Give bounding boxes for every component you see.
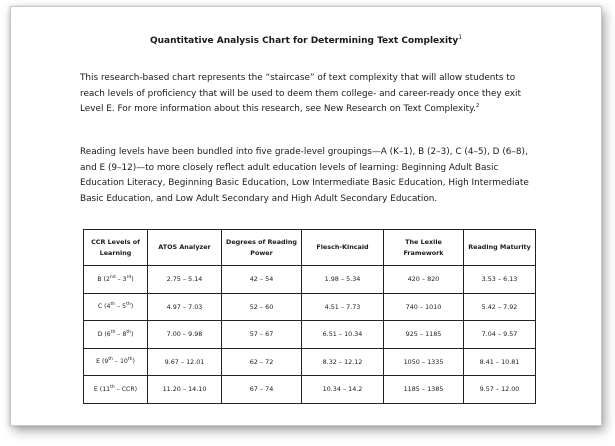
text-complexity-table	[83, 229, 536, 404]
lexile-cell: 925 – 1185	[384, 321, 464, 349]
lexile-cell: 740 – 1010	[384, 293, 464, 321]
flesch-kincaid-cell: 4.51 – 7.73	[302, 293, 384, 321]
header-lexile: The Lexile Framework	[384, 230, 464, 266]
level-cell: E (11th – CCR)	[84, 376, 148, 404]
reading-maturity-cell: 3.53 – 6.13	[464, 266, 536, 294]
atos-cell: 11.20 – 14.10	[148, 376, 222, 404]
flesch-kincaid-cell: 6.51 – 10.34	[302, 321, 384, 349]
lexile-cell: 420 – 820	[384, 266, 464, 294]
header-ccr-levels: CCR Levels of Learning	[84, 230, 148, 266]
table-row	[84, 348, 536, 376]
grouping-paragraph: Reading levels have been bundled into five grade-level groupings—A (K–1), B (2–3), C (4–5), D (6–8), and E (9–12)—to more closely reflect adult education levels of learning: Beginning Adult Basic Education Literacy, Beginning Basic Education, Low Intermediate Basic Education, High Intermediate Basic Education, and Low Adult Secondary and High Adult Secondary Education.	[80, 147, 529, 204]
document-page	[10, 6, 602, 426]
table-row	[84, 321, 536, 349]
header-atos: ATOS Analyzer	[148, 230, 222, 266]
reading-maturity-cell: 8.41 – 10.81	[464, 348, 536, 376]
drp-cell: 67 – 74	[222, 376, 302, 404]
level-cell: E (9th – 10th)	[84, 348, 148, 376]
reading-maturity-cell: 5.42 – 7.92	[464, 293, 536, 321]
drp-cell: 62 – 72	[222, 348, 302, 376]
table-row	[84, 376, 536, 404]
intro-paragraph-text: This research-based chart represents the “staircase” of text complexity that will allow students to reach levels of proficiency that will be used to deem them college- and career-ready once they exit Level E. For more information about this research, see New Research on Text Complexity.	[80, 73, 521, 114]
level-cell: D (6th – 8th)	[84, 321, 148, 349]
reading-maturity-cell: 7.04 – 9.57	[464, 321, 536, 349]
atos-cell: 4.97 – 7.03	[148, 293, 222, 321]
page-title	[11, 34, 601, 46]
level-cell: B (2nd – 3rd)	[84, 266, 148, 294]
atos-cell: 2.75 – 5.14	[148, 266, 222, 294]
header-reading-maturity: Reading Maturity	[464, 230, 536, 266]
title-text: Quantitative Analysis Chart for Determining Text Complexity	[149, 36, 459, 46]
flesch-kincaid-cell: 1.98 – 5.34	[302, 266, 384, 294]
atos-cell: 7.00 – 9.98	[148, 321, 222, 349]
atos-cell: 9.67 – 12.01	[148, 348, 222, 376]
flesch-kincaid-cell: 10.34 – 14.2	[302, 376, 384, 404]
level-cell: C (4th – 5th)	[84, 293, 148, 321]
flesch-kincaid-cell: 8.32 – 12.12	[302, 348, 384, 376]
reading-maturity-cell: 9.57 – 12.00	[464, 376, 536, 404]
drp-cell: 42 – 54	[222, 266, 302, 294]
table-row	[84, 266, 536, 294]
title-footnote-marker: 1	[458, 34, 463, 41]
table-row	[84, 293, 536, 321]
intro-paragraph	[80, 71, 535, 118]
drp-cell: 57 – 67	[222, 321, 302, 349]
header-drp: Degrees of Reading Power	[222, 230, 302, 266]
drp-cell: 52 – 60	[222, 293, 302, 321]
intro-footnote-marker: 2	[475, 103, 480, 110]
table-header-row	[84, 230, 536, 266]
lexile-cell: 1050 – 1335	[384, 348, 464, 376]
lexile-cell: 1185 – 1385	[384, 376, 464, 404]
header-flesch-kincaid: Flesch-Kincaid	[302, 230, 384, 266]
